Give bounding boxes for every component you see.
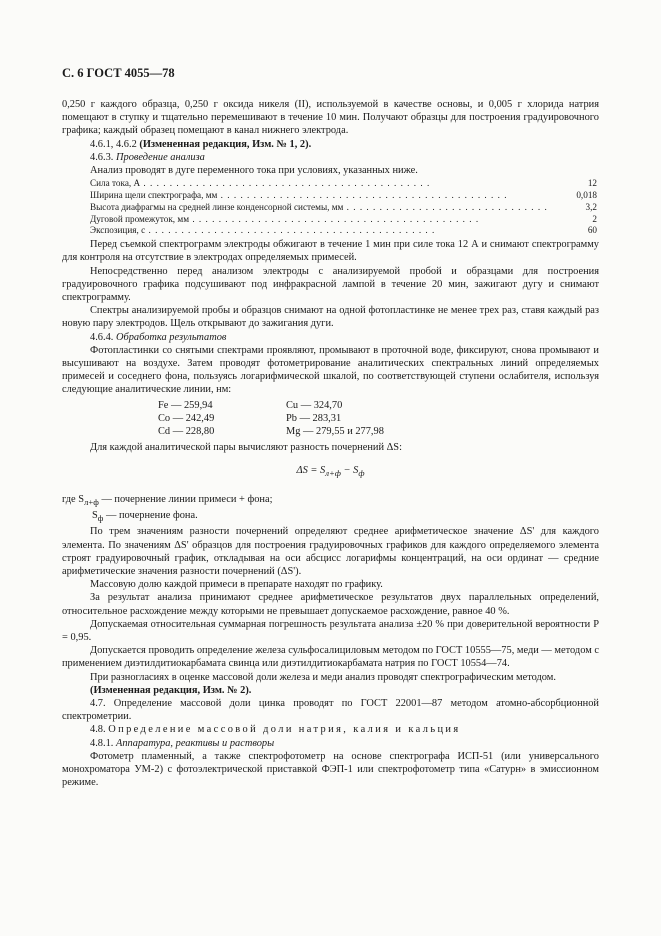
parameter-value: 3,2 <box>585 201 597 212</box>
parameter-label: Дуговой промежуток, мм . . <box>90 214 549 226</box>
paragraph: Непосредственно перед анализом электроды с анализируемой пробой и образцами для построения градуировочного графика подсушивают под инфракрасной лампой в течение 20 мин, зажигают дугу и снимают спектрограмму. <box>62 265 599 304</box>
document-body <box>62 98 599 789</box>
paragraph: Анализ проводят в дуге переменного тока при условиях, указанных ниже. <box>90 165 418 177</box>
formula-legend <box>62 509 599 525</box>
parameter-row <box>90 225 599 237</box>
line-entry: Co — 242,49 <box>158 412 215 424</box>
line-entry: Mg — 279,55 и 277,98 <box>286 426 384 438</box>
section-title: Определение массовой доли натрия, калия и кальция <box>108 724 461 736</box>
section-4-6-3 <box>62 151 599 164</box>
section-4-8-1 <box>62 737 599 750</box>
legend-where: где S <box>62 493 85 505</box>
legend-subscript: ф <box>97 513 104 524</box>
paragraph: Фотометр пламенный, а также спектрофотометр на основе спектрографа ИСП-51 (или универсального монохроматора УМ-2) с фотоэлектрической приставкой ФЭП-1 или спектрофотометр типа «Сатурн» в эмиссионном режиме. <box>62 750 599 789</box>
paragraph: Спектры анализируемой пробы и образцов снимают на одной фотопластинке не менее трех раз, ставя каждый раз новую пару электродов. Щель открывают до зажигания дуги. <box>62 305 599 330</box>
section-4-6-4 <box>62 331 599 344</box>
lines-row <box>158 425 599 438</box>
parameter-row <box>90 214 599 226</box>
parameter-row <box>90 202 599 214</box>
paragraph: 4.7. Определение массовой доли цинка проводят по ГОСТ 22001—87 методом атомно-абсорбционной спектрометрии. <box>62 697 599 723</box>
section-4-6-1 <box>62 138 599 151</box>
parameter-value: 0,018 <box>576 190 597 201</box>
paragraph: Фотопластинки со снятыми спектрами проявляют, промывают в проточной воде, фиксируют, снова промывают и высушивают на воздухе. Затем проводят фотометрирование аналитических спектральных линий определяемых примесей и соседнего фона, пользуясь логарифмической шкалой, по соответствующей ступени ослабителя, используя следующие аналитические линии, нм: <box>62 344 599 396</box>
section-4-8 <box>62 723 599 736</box>
formula-subscript: л+ф <box>325 468 341 479</box>
section-title: Обработка результатов <box>116 331 227 343</box>
parameter-value: 12 <box>587 178 597 189</box>
formula-legend <box>62 493 599 509</box>
line-entry: Cu — 324,70 <box>286 399 343 411</box>
paragraph: При разногласиях в оценке массовой доли железа и меди анализ проводят спектрографическим методом. <box>90 671 556 683</box>
line-entry: Fe — 259,94 <box>158 399 213 411</box>
amendment-note: (Измененная редакция, Изм. № 1, 2). <box>139 138 312 150</box>
parameter-value: 2 <box>592 213 597 224</box>
section-title: Проведение анализа <box>116 151 205 163</box>
paragraph: Перед съемкой спектрограмм электроды обжигают в течение 1 мин при силе тока 12 А и снимают спектрограмму для контроля на отсутствие в электродах определяемых примесей. <box>62 239 599 264</box>
section-number: 4.6.4. <box>90 331 114 343</box>
section-number: 4.8. <box>90 724 106 736</box>
paragraph: 0,250 г каждого образца, 0,250 г оксида никеля (II), используемой в качестве основы, и 0,005 г хлорида натрия помещают в ступку и тщательно перемешивают в течение 10 мин. Получают образцы для построения градуировочного графика; каждый образец помещают в канал нижнего электрода. <box>62 99 599 137</box>
paragraph: Допускаемая относительная суммарная погрешность результата анализа ±20 % при доверительной вероятности P = 0,95. <box>62 618 599 643</box>
parameter-row <box>90 178 599 190</box>
parameter-label: Ширина щели спектрографа, мм . . <box>90 190 549 202</box>
formula-mid: − S <box>340 465 359 477</box>
parameter-label: Экспозиция, с . . <box>90 225 549 237</box>
lines-row <box>158 399 599 412</box>
line-entry: Cd — 228,80 <box>158 426 215 438</box>
amendment-note: (Измененная редакция, Изм. № 2). <box>90 684 252 696</box>
legend-subscript: л+ф <box>84 496 99 507</box>
formula-lhs: ΔS = S <box>296 465 326 477</box>
legend-text: — почернение линии примеси + фона; <box>98 493 273 505</box>
paragraph: Массовую долю каждой примеси в препарате находят по графику. <box>90 579 383 591</box>
paragraph: Допускается проводить определение железа сульфосалициловым методом по ГОСТ 10555—75, меди — методом с применением диэтилдитиокарбамата свинца или диэтилдитиокарбамата натрия по ГОСТ 10554—74. <box>62 645 599 670</box>
page-header: С. 6 ГОСТ 4055—78 <box>62 66 175 80</box>
section-number: 4.6.3. <box>90 151 114 163</box>
paragraph: Для каждой аналитической пары вычисляют разность почернений ΔS: <box>90 442 402 454</box>
line-entry: Pb — 283,31 <box>286 412 342 424</box>
formula-subscript: ф <box>358 468 365 479</box>
parameter-row <box>90 190 599 202</box>
lines-row <box>158 412 599 425</box>
paragraph: За результат анализа принимают среднее арифметическое результатов двух параллельных определений, относительное расхождение между которыми не превышает допускаемое расхождение, равное 40 %. <box>62 592 599 617</box>
analytical-lines-list <box>158 399 599 439</box>
legend-symbol: S <box>92 510 98 522</box>
legend-text: — почернение фона. <box>103 510 198 522</box>
section-number: 4.6.1, 4.6.2 <box>90 138 137 150</box>
parameter-label: Сила тока, А . . <box>90 178 549 190</box>
section-title: Аппаратура, реактивы и растворы <box>116 737 275 749</box>
parameters-list <box>90 178 599 237</box>
parameter-value: 60 <box>587 225 597 236</box>
section-number: 4.8.1. <box>90 737 114 749</box>
parameter-label: Высота диафрагмы на средней линзе конденсорной системы, мм . . <box>90 202 549 214</box>
paragraph: По трем значениям разности почернений определяют среднее арифметическое значение ΔS' для каждого элемента. По значениям ΔS' образцов для построения градуировочных графиков для каждого определяемого элемента строят градуировочный график, откладывая на оси абсцисс логарифмы концентраций, на оси ординат — средние арифметические значения разности почернений (ΔS'). <box>62 526 599 577</box>
formula <box>62 464 599 480</box>
